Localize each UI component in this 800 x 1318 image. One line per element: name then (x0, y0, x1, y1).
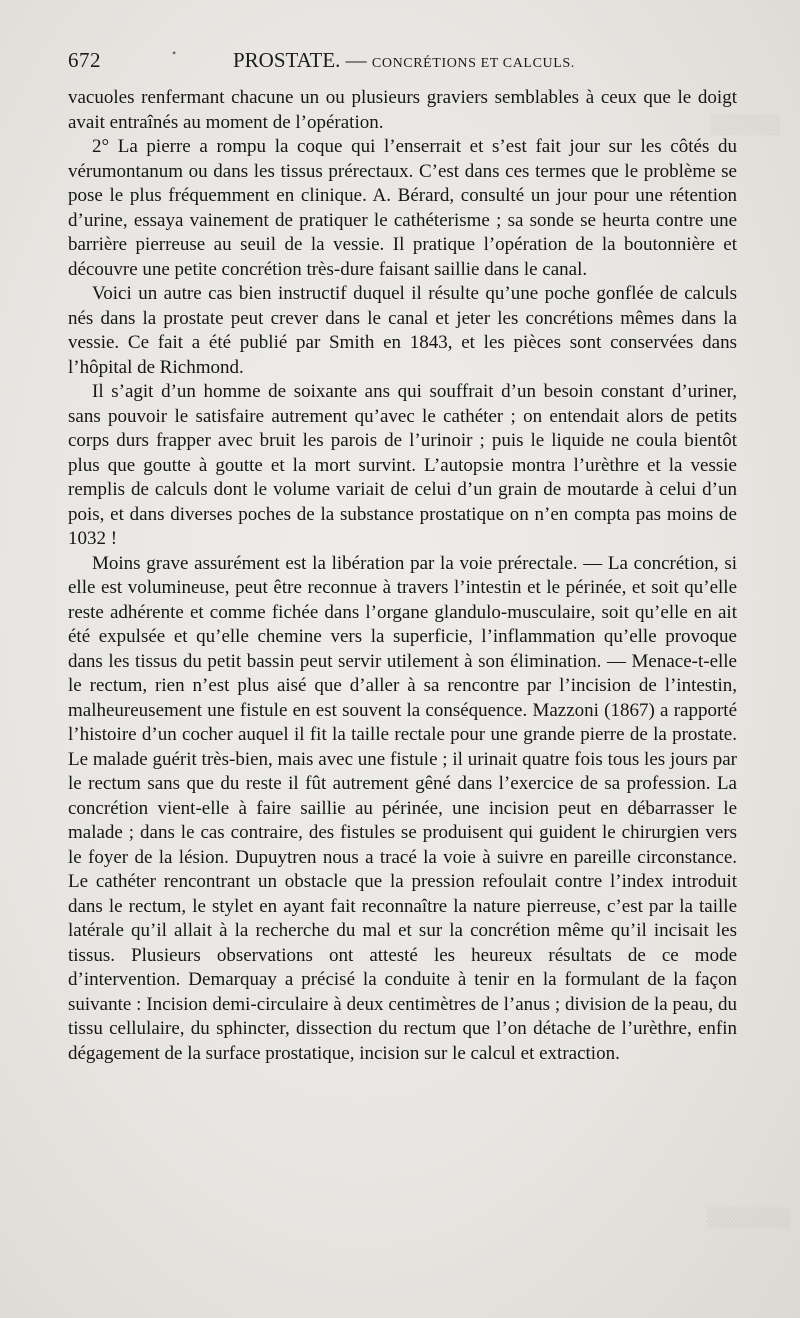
paragraph: vacuoles renfermant chacune un ou plusieurs graviers semblables à ceux que le doigt avait entraînés au moment de l’opération. (68, 87, 737, 133)
running-head-title: PROSTATE. (233, 48, 341, 72)
ornament-dot: • (172, 46, 177, 60)
running-head-dash: — (345, 48, 367, 72)
paragraph: 2° La pierre a rompu la coque qui l’enserrait et s’est fait jour sur les côtés du vérumontanum ou dans les tissus prérectaux. C’est dans ces termes que le problème se pose le plus fréquemment en clinique. A. Bérard, consulté un jour pour une rétention d’urine, essaya vainement de pratiquer le cathéterisme ; sa sonde se heurta contre une barrière pierreuse au seuil de la vessie. Il pratique l’opération de la boutonnière et découvre une petite concrétion très-dure faisant saillie dans le canal. (68, 136, 737, 280)
paragraph: Moins grave assurément est la libération par la voie prérectale. — La concrétion, si elle est volumineuse, peut être reconnue à travers l’intestin et le périnée, et soit qu’elle reste adhérente et comme fichée dans l’organe glandulo-musculaire, soit qu’elle en ait été expulsée et qu’elle chemine vers la superficie, l’inflammation qu’elle provoque dans les tissus du petit bassin peut servir utilement à son élimination. — Menace-t-elle le rectum, rien n’est plus aisé que d’aller à sa rencontre par l’incision de l’intestin, malheureusement une fistule en est souvent la conséquence. Mazzoni (1867) a rapporté l’histoire d’un cocher auquel il fit la taille rectale pour une grande pierre de la prostate. Le malade guérit très-bien, mais avec une fistule ; il urinait quatre fois tous les jours par le rectum sans que du reste il fût autrement gêné dans l’exercice de sa profession. La concrétion vient-elle à faire saillie au périnée, une incision peut en débarrasser le malade ; dans le cas contraire, des fistules se produisent qui guident le chirurgien vers le foyer de la lésion. Dupuytren nous a tracé la voie à suivre en pareille circonstance. Le cathéter rencontrant un obstacle que la pression refoulait contre l’index introduit dans le rectum, le stylet en ayant fait reconnaître la nature pierreuse, c’est par la taille latérale qu’il allait à la recherche du mal et sur la concrétion même qu’il incisait les tissus. Plusieurs observations ont attesté les heureux résultats de ce mode d’intervention. Demarquay a précisé la conduite à tenir en la formulant de la façon suivante : Incision demi-circulaire à deux centimètres de l’anus ; division de la peau, du tissu cellulaire, du sphincter, dissection du rectum que l’on détache de l’urèthre, enfin dégagement de la surface prostatique, incision sur le calcul et extraction. (68, 552, 737, 1064)
show-through-text: ▒▒▒▒▒▒ (706, 1208, 790, 1229)
running-head (233, 48, 575, 73)
paragraph: Voici un autre cas bien instructif duquel il résulte qu’une poche gonflée de calculs nés dans la prostate peut crever dans le canal et jeter les concrétions mêmes dans la vessie. Ce fait a été publié par Smith en 1843, et les pièces sont conservées dans l’hôpital de Richmond. (68, 283, 737, 378)
running-head-subtitle: CONCRÉTIONS ET CALCULS. (371, 56, 575, 71)
body-text (68, 86, 737, 1066)
show-through-text: ▒▒▒▒▒ (710, 115, 780, 136)
page-header (68, 48, 738, 78)
page-number: 672 (68, 48, 101, 72)
paragraph: Il s’agit d’un homme de soixante ans qui souffrait d’un besoin constant d’uriner, sans pouvoir le satisfaire autrement qu’avec le cathéter ; on entendait alors de petits corps durs frapper avec bruit les parois de l’urinoir ; puis le liquide ne coula bientôt plus que goutte à goutte et la mort survint. L’autopsie montra l’urèthre et la vessie remplis de calculs dont le volume variait de celui d’un grain de moutarde à celui d’un pois, et dans diverses poches de la substance prostatique on n’en compta pas moins de 1032 ! (68, 381, 737, 549)
